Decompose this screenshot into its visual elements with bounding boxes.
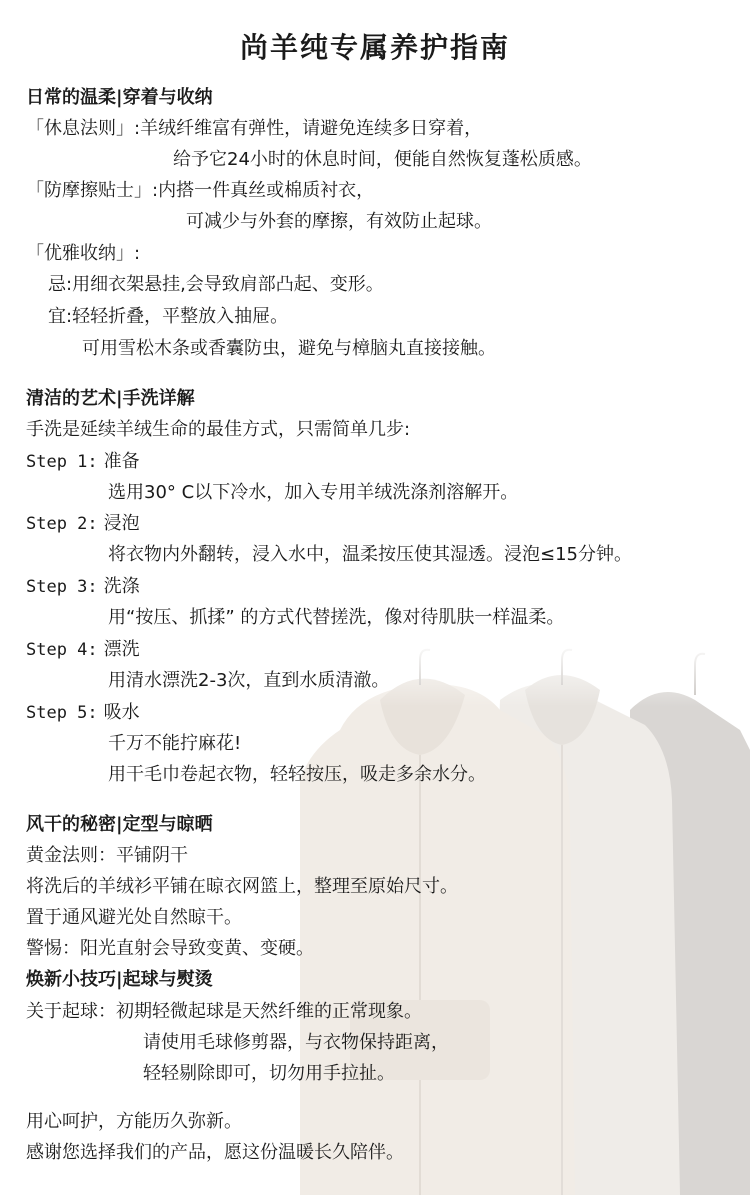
closing-text-2: 感谢您选择我们的产品，愿这份温暖长久陪伴。 [26, 1142, 404, 1163]
section-heading-cleaning: 清洁的艺术|手洗详解 [26, 388, 195, 409]
drying-text-2: 置于通风避光处自然晾干。 [26, 907, 242, 928]
step-1-name: 准备 [103, 451, 140, 472]
storage-avoid: 忌:用细衣架悬挂,会导致肩部凸起、变形。 [48, 274, 384, 295]
step-3-text: 用“按压、抓揉” 的方式代替搓洗，像对待肌肤一样温柔。 [108, 607, 565, 628]
friction-tip-label: 「防摩擦贴士」: [26, 180, 159, 201]
pilling-text-2: 请使用毛球修剪器，与衣物保持距离， [143, 1032, 449, 1053]
drying-text-1: 将洗后的羊绒衫平铺在晾衣网篮上，整理至原始尺寸。 [26, 876, 458, 897]
section-heading-refresh: 焕新小技巧|起球与熨烫 [26, 969, 213, 990]
step-1-title [26, 451, 140, 473]
step-5-label: Step 5: [26, 703, 98, 723]
step-4-title [26, 639, 140, 661]
friction-tip-paragraph [26, 180, 374, 202]
rest-rule-paragraph [26, 118, 482, 140]
step-3-title [26, 576, 140, 598]
step-1-text: 选用30° C以下冷水，加入专用羊绒洗涤剂溶解开。 [108, 482, 519, 503]
step-5-name: 吸水 [103, 702, 140, 723]
friction-tip-text-2: 可减少与外套的摩擦，有效防止起球。 [186, 211, 492, 232]
step-3-name: 洗涤 [103, 576, 140, 597]
cleaning-intro: 手洗是延续羊绒生命的最佳方式，只需简单几步: [26, 419, 411, 440]
step-5-text-2: 用干毛巾卷起衣物，轻轻按压，吸走多余水分。 [108, 764, 486, 785]
rest-rule-text-2: 给予它24小时的休息时间，便能自然恢复蓬松质感。 [173, 149, 592, 170]
step-5-text-1: 千万不能拧麻花! [108, 733, 242, 754]
step-2-name: 浸泡 [103, 513, 140, 534]
step-5-title [26, 702, 140, 724]
drying-warning: 警惕：阳光直射会导致变黄、变硬。 [26, 938, 314, 959]
drying-rule: 黄金法则：平铺阴干 [26, 845, 188, 866]
step-4-name: 漂洗 [103, 639, 140, 660]
storage-do-2: 可用雪松木条或香囊防虫，避免与樟脑丸直接接触。 [82, 338, 496, 359]
step-4-label: Step 4: [26, 640, 98, 660]
closing-text-1: 用心呵护，方能历久弥新。 [26, 1111, 242, 1132]
section-heading-drying: 风干的秘密|定型与晾晒 [26, 814, 213, 835]
pilling-text-3: 轻轻剔除即可，切勿用手拉扯。 [143, 1063, 395, 1084]
step-2-label: Step 2: [26, 514, 98, 534]
rest-rule-label: 「休息法则」: [26, 118, 141, 139]
step-2-title [26, 513, 140, 535]
rest-rule-text-1: 羊绒纤维富有弹性，请避免连续多日穿着， [140, 118, 483, 139]
step-3-label: Step 3: [26, 577, 98, 597]
storage-do: 宜:轻轻折叠，平整放入抽屉。 [48, 306, 289, 327]
friction-tip-text-1: 内搭一件真丝或棉质衬衣， [158, 180, 375, 201]
step-4-text: 用清水漂洗2-3次，直到水质清澈。 [108, 670, 390, 691]
pilling-text-1: 关于起球：初期轻微起球是天然纤维的正常现象。 [26, 1001, 422, 1022]
page-title: 尚羊纯专属养护指南 [239, 31, 510, 64]
step-2-text: 将衣物内外翻转，浸入水中，温柔按压使其湿透。浸泡≤15分钟。 [108, 544, 632, 565]
step-1-label: Step 1: [26, 452, 98, 472]
storage-label: 「优雅收纳」: [26, 243, 141, 264]
section-heading-daily-care: 日常的温柔|穿着与收纳 [26, 87, 213, 108]
hoodies-background-image [300, 640, 750, 1195]
